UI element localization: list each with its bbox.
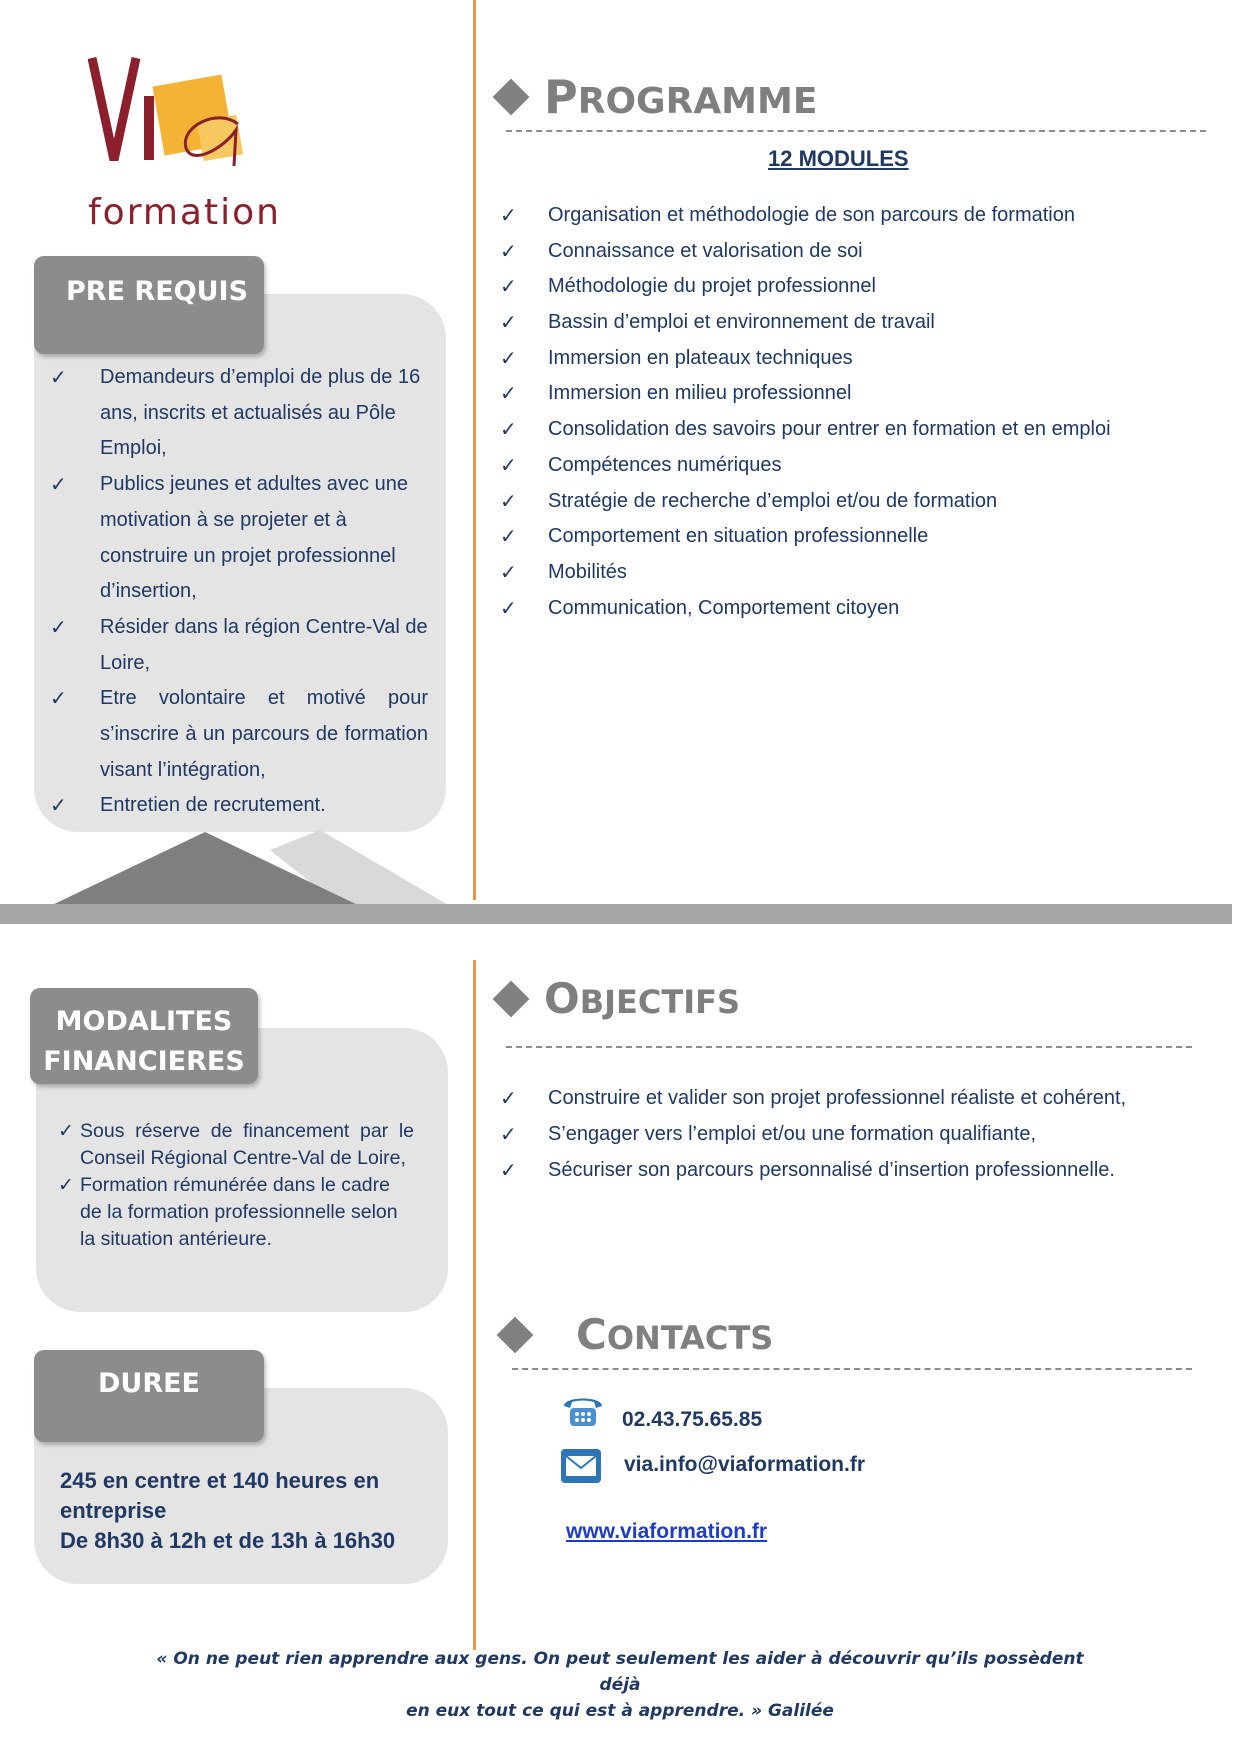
check-icon: ✓ [58,1174,74,1196]
diamond-icon [497,1316,534,1353]
phone-icon [560,1392,606,1430]
list-item: ✓ S’engager vers l’emploi et/ou une formation qualifiante, [500,1116,1220,1152]
check-icon: ✓ [500,1158,517,1182]
contacts-title: CONTACTS [576,1310,774,1359]
objectifs-header [498,974,740,1023]
list-item: ✓ Résider dans la région Centre-Val de Loire, [50,610,428,681]
check-icon: ✓ [500,417,517,442]
list-item: ✓ Etre volontaire et motivé pour s’inscrire à un parcours de formation visant l’intégration, [50,681,428,788]
logo-subtitle: formation [88,192,281,233]
list-item: ✓ Bassin d’emploi et environnement de travail [500,305,1200,341]
list-item: ✓ Sous réserve de financement par le Conseil Régional Centre-Val de Loire, [58,1120,414,1169]
programme-divider [506,130,1206,132]
list-item: ✓ Consolidation des savoirs pour entrer en formation et en emploi [500,412,1200,448]
objectifs-title: OBJECTIFS [544,974,740,1023]
check-icon: ✓ [500,559,517,584]
check-icon: ✓ [500,274,517,299]
programme-subtitle: 12 MODULES [768,146,909,171]
objectifs-divider [506,1046,1192,1048]
list-item: ✓ Stratégie de recherche d’emploi et/ou de formation [500,484,1200,520]
objectifs-list [500,1080,1220,1188]
website-link[interactable]: www.viaformation.fr [566,1520,768,1543]
programme-header [498,70,817,124]
modalites-title-line1: MODALITES [55,1006,233,1037]
email-icon [560,1448,602,1484]
pre-requis-list [50,360,428,824]
duree-tab [34,1350,264,1442]
list-item: ✓ Demandeurs d’emploi de plus de 16 ans, inscrits et actualisés au Pôle Emploi, [50,360,428,467]
list-item: ✓ Publics jeunes et adultes avec une motivation à se projeter et à construire un projet professionnel d’insertion, [50,467,428,610]
list-item: ✓ Compétences numériques [500,448,1200,484]
list-item: ✓ Organisation et méthodologie de son parcours de formation [500,198,1200,234]
duree-title: DUREE [97,1368,200,1399]
modalites-tab [30,988,258,1084]
check-icon: ✓ [500,203,517,227]
check-icon: ✓ [50,686,67,711]
check-icon: ✓ [500,1086,517,1110]
programme-title: PROGRAMME [544,70,818,124]
horizontal-band [0,904,1232,924]
check-icon: ✓ [500,452,517,477]
modalites-title-line2: FINANCIERES [43,1046,245,1077]
check-icon: ✓ [500,1122,517,1146]
duree-text: 245 en centre et 140 heures en entreprise De 8h30 à 12h et de 13h à 16h30 [60,1468,396,1553]
logo [88,48,258,188]
list-item: ✓ Mobilités [500,555,1200,591]
check-icon: ✓ [500,310,517,335]
pre-requis-tab [34,256,264,354]
list-item: ✓ Formation rémunérée dans le cadre de la formation professionnelle selon la situation antérieure. [58,1174,398,1250]
pre-requis-title: PRE REQUIS [66,276,249,307]
mountain-decoration [0,830,470,910]
check-icon: ✓ [50,365,67,389]
contact-phone[interactable]: 02.43.75.65.85 [622,1408,763,1431]
logo-mark-icon [88,48,258,188]
check-icon: ✓ [500,595,517,620]
check-icon: ✓ [500,381,517,406]
quote: « On ne peut rien apprendre aux gens. On peut seulement les aider à découvrir qu’ils possèdent déjà en eux tout ce qui est à apprendre. » Galilée [156,1649,1084,1721]
diamond-icon [493,980,530,1017]
check-icon: ✓ [58,1120,74,1142]
modalites-list [58,1118,414,1253]
contact-email[interactable]: via.info@viaformation.fr [624,1453,866,1476]
list-item: ✓ Immersion en milieu professionnel [500,376,1200,412]
programme-list [500,198,1200,626]
list-item: ✓ Construire et valider son projet professionnel réaliste et cohérent, [500,1080,1220,1116]
check-icon: ✓ [50,793,67,818]
vertical-divider [473,0,476,900]
check-icon: ✓ [500,488,517,513]
contacts-header [502,1310,773,1359]
list-item: ✓ Immersion en plateaux techniques [500,341,1200,377]
diamond-icon [493,79,530,116]
check-icon: ✓ [500,524,517,549]
vertical-divider-lower [473,960,476,1650]
check-icon: ✓ [500,345,517,370]
list-item: ✓ Sécuriser son parcours personnalisé d’insertion professionnelle. [500,1152,1220,1188]
list-item: ✓ Communication, Comportement citoyen [500,591,1200,627]
list-item: ✓ Connaissance et valorisation de soi [500,234,1200,270]
list-item: ✓ Comportement en situation professionnelle [500,519,1200,555]
check-icon: ✓ [500,238,517,263]
contacts-divider [512,1368,1192,1370]
list-item: ✓ Entretien de recrutement. [50,788,428,824]
list-item: ✓ Méthodologie du projet professionnel [500,269,1200,305]
check-icon: ✓ [50,614,67,639]
check-icon: ✓ [50,472,67,497]
